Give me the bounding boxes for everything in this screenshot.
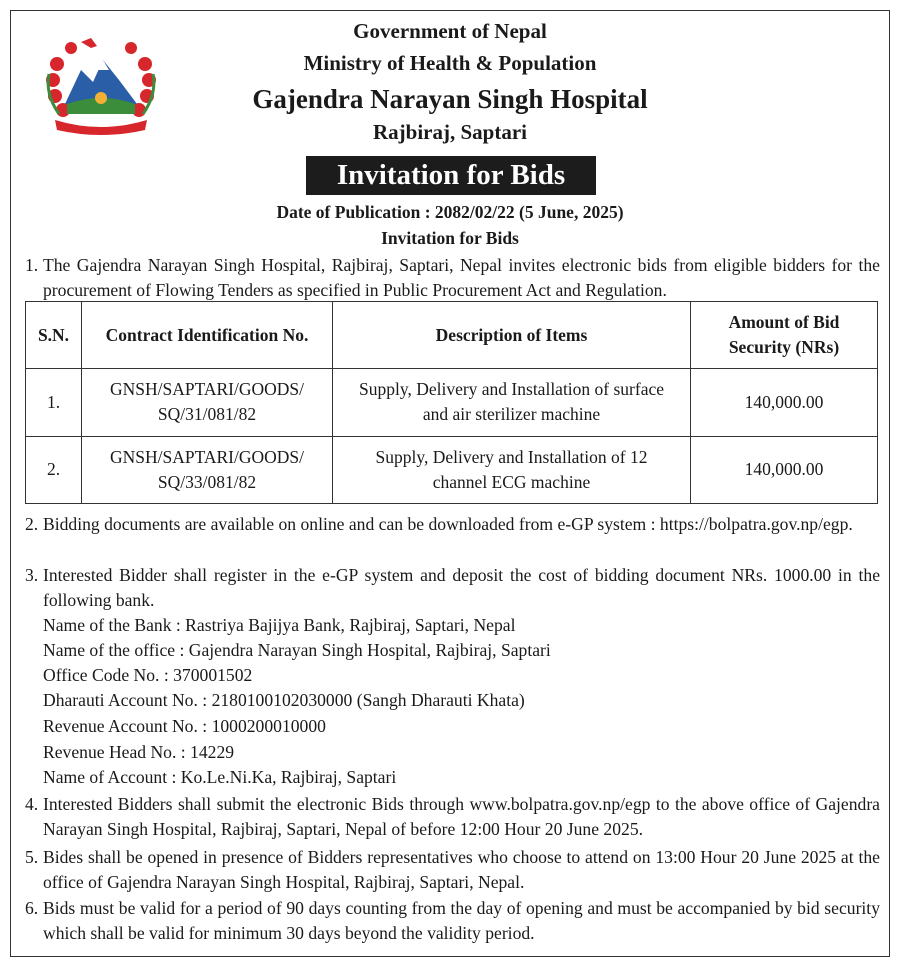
paragraph-number: 4. <box>25 794 39 814</box>
paragraph-text: The Gajendra Narayan Singh Hospital, Rajbiraj, Saptari, Nepal invites electronic bids from eligible bidders for the procurement of Flowing Tenders as specified in Public Procurement Act and Regulation. <box>43 255 880 300</box>
paragraph-text: Bides shall be opened in presence of Bidders representatives who choose to attend on 13:00 Hour 20 June 2025 at the office of Gajendra Narayan Singh Hospital, Rajbiraj, Saptari, Nepal. <box>43 847 880 892</box>
contract-line1: GNSH/SAPTARI/GOODS/ <box>109 446 305 467</box>
nepal-emblem-logo <box>41 34 161 138</box>
description-line2: and air sterilizer machine <box>422 404 601 425</box>
paragraph-number: 1. <box>25 255 39 275</box>
publication-date: Date of Publication : 2082/02/22 (5 June, 2025) <box>276 202 624 222</box>
ministry-line: Ministry of Health & Population <box>303 51 597 75</box>
contract-line1: GNSH/SAPTARI/GOODS/ <box>109 379 305 400</box>
invitation-banner: Invitation for Bids <box>306 156 596 195</box>
office-name: Name of the office : Gajendra Narayan Singh Hospital, Rajbiraj, Saptari <box>43 640 551 660</box>
cell-sn: 2. <box>26 436 82 503</box>
description-line2: channel ECG machine <box>432 471 591 492</box>
table-row <box>26 436 878 503</box>
hands-icon <box>95 92 107 104</box>
paragraph-text: Interested Bidders shall submit the electronic Bids through www.bolpatra.gov.np/egp to the above office of Gajendra Narayan Singh Hospital, Rajbiraj, Saptari, Nepal of before 12:00 Hour 20 June 2025. <box>43 794 880 839</box>
paragraph-5 <box>25 845 880 895</box>
header-amount <box>691 302 878 369</box>
paragraph-number: 3. <box>25 565 39 585</box>
paragraph-3 <box>25 563 880 613</box>
contract-line2: SQ/31/081/82 <box>157 404 257 425</box>
header-contract: Contract Identification No. <box>82 302 333 369</box>
revenue-account: Revenue Account No. : 1000200010000 <box>43 716 326 736</box>
hospital-name: Gajendra Narayan Singh Hospital <box>252 84 648 114</box>
account-name: Name of Account : Ko.Le.Ni.Ka, Rajbiraj, Saptari <box>43 767 397 787</box>
cell-contract <box>82 369 333 436</box>
table-header-row <box>26 302 878 369</box>
header-description: Description of Items <box>333 302 691 369</box>
cell-amount: 140,000.00 <box>691 369 878 436</box>
cell-description <box>333 369 691 436</box>
paragraph-number: 2. <box>25 514 39 534</box>
table-row <box>26 369 878 436</box>
office-code: Office Code No. : 370001502 <box>43 665 253 685</box>
contract-line2: SQ/33/081/82 <box>157 471 257 492</box>
paragraph-text: Bidding documents are available on online and can be downloaded from e-GP system : https://bolpatra.gov.np/egp. <box>43 514 853 534</box>
motto-ribbon <box>55 120 147 135</box>
notice-subtitle: Invitation for Bids <box>381 228 519 248</box>
paragraph-text: Bids must be valid for a period of 90 days counting from the day of opening and must be accompanied by bid security which shall be valid for minimum 30 days beyond the validity period. <box>43 898 880 943</box>
dharauti-account: Dharauti Account No. : 2180100102030000 (Sangh Dharauti Khata) <box>43 690 525 710</box>
bids-table <box>25 301 878 504</box>
government-line: Government of Nepal <box>353 19 547 43</box>
flag-icon <box>81 38 97 48</box>
paragraph-number: 5. <box>25 847 39 867</box>
paragraph-1 <box>25 253 880 303</box>
cell-description <box>333 436 691 503</box>
paragraph-2 <box>25 512 880 537</box>
paragraph-text: Interested Bidder shall register in the e-GP system and deposit the cost of bidding document NRs. 1000.00 in the following bank. <box>43 565 880 610</box>
cell-amount: 140,000.00 <box>691 436 878 503</box>
description-line1: Supply, Delivery and Installation of 12 <box>375 446 648 467</box>
cell-contract <box>82 436 333 503</box>
header-sn: S.N. <box>26 302 82 369</box>
paragraph-4 <box>25 792 880 842</box>
header-amount-line2: Security (NRs) <box>728 337 840 358</box>
paragraph-6 <box>25 896 880 946</box>
hospital-location: Rajbiraj, Saptari <box>373 120 527 144</box>
revenue-head: Revenue Head No. : 14229 <box>43 742 235 762</box>
description-line1: Supply, Delivery and Installation of surface <box>358 379 665 400</box>
header-amount-line1: Amount of Bid <box>728 312 840 333</box>
bank-name: Name of the Bank : Rastriya Bajijya Bank, Rajbiraj, Saptari, Nepal <box>43 615 516 635</box>
cell-sn: 1. <box>26 369 82 436</box>
paragraph-number: 6. <box>25 898 39 918</box>
